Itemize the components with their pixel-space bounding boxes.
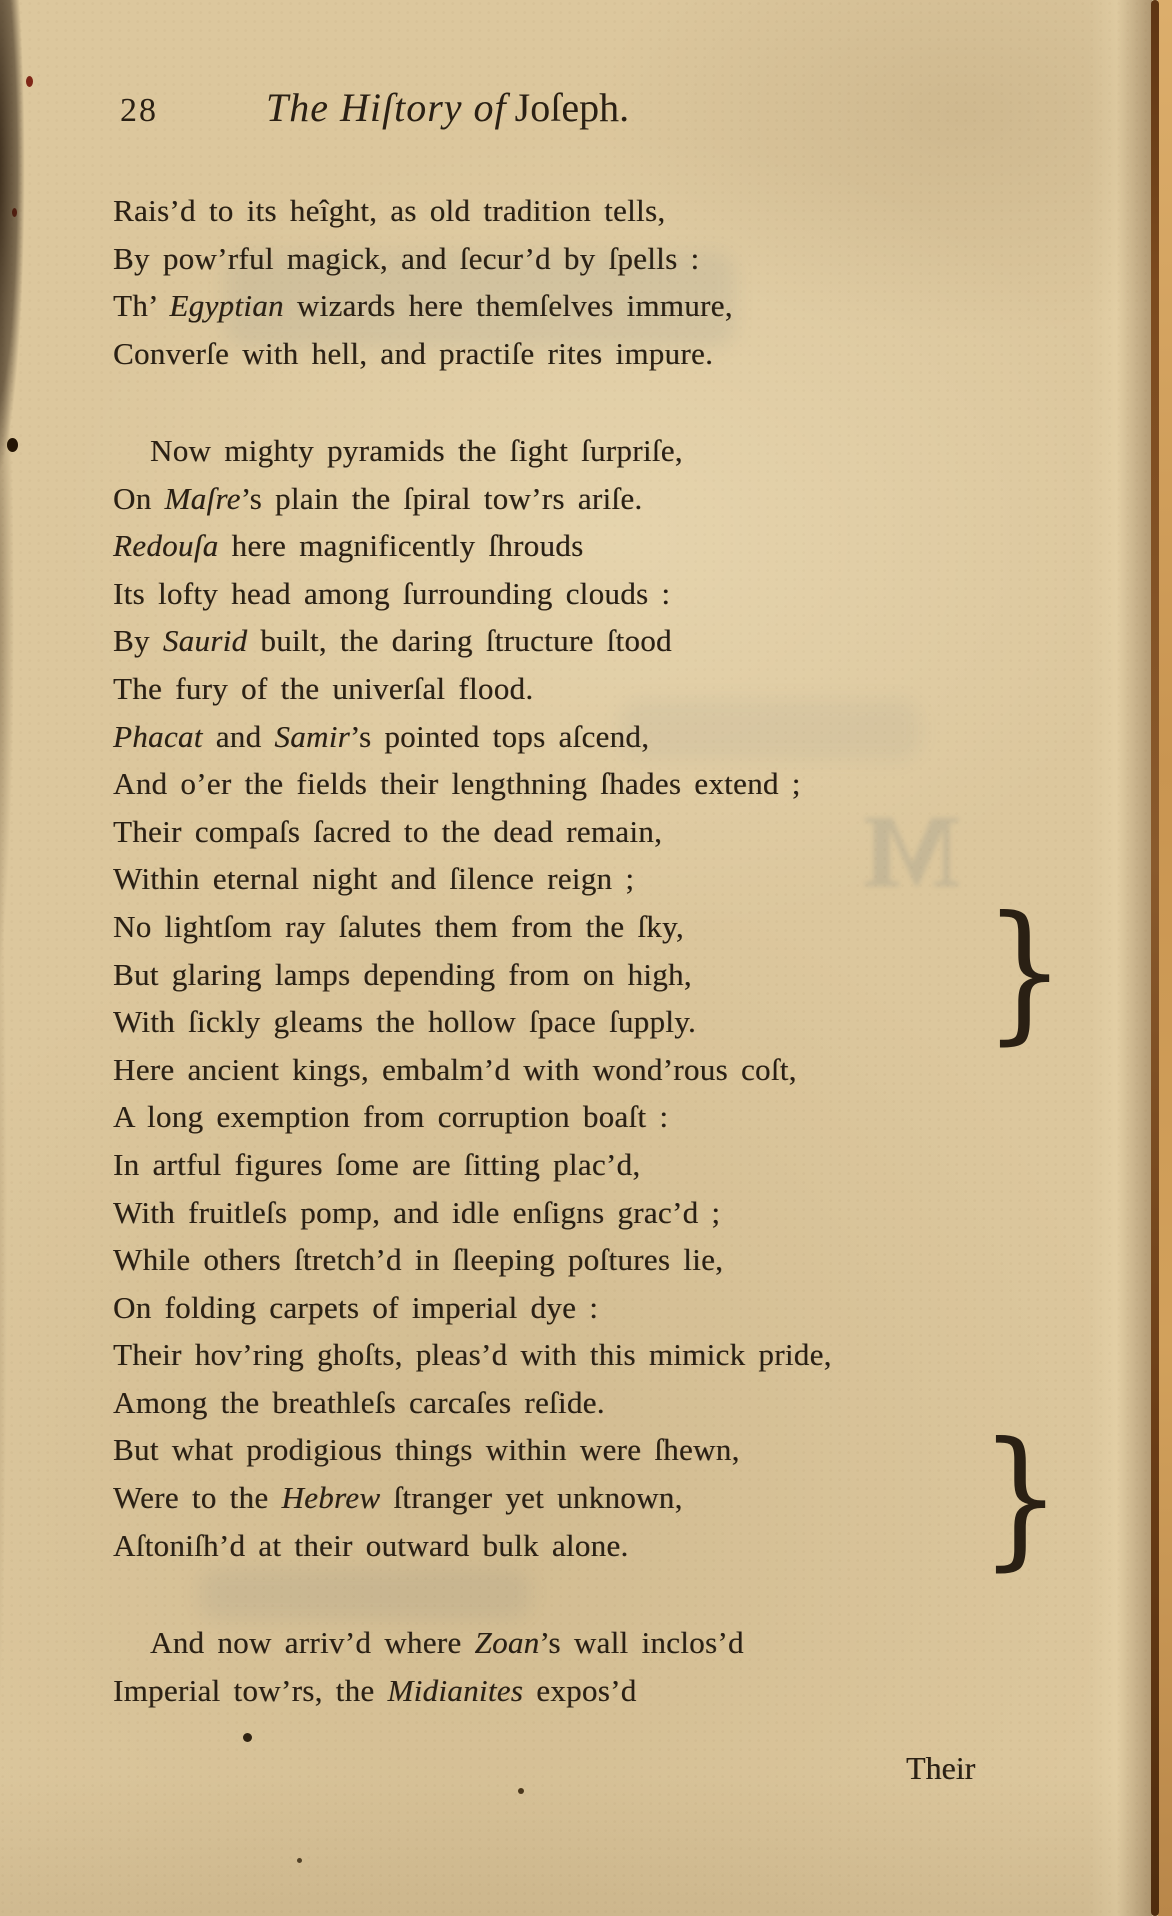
paper-speck bbox=[243, 1733, 252, 1742]
line-seg: Hebrew bbox=[281, 1480, 381, 1516]
line-seg: Here ancient kings, embalm’d with wond’rous coſt, bbox=[113, 1051, 797, 1087]
poem-line bbox=[113, 1331, 1093, 1379]
line-seg: Among the breathleſs carcaſes reſide. bbox=[113, 1384, 605, 1420]
line-seg: Its lofty head among ſurrounding clouds : bbox=[113, 575, 671, 611]
poem-line bbox=[113, 1667, 1093, 1715]
poem-line bbox=[113, 1236, 1093, 1284]
poem-line bbox=[113, 1379, 1093, 1427]
line-seg: Imperial tow’rs, the bbox=[113, 1672, 388, 1708]
line-seg: Converſe with hell, and practiſe rites impure. bbox=[113, 335, 714, 371]
poem-line bbox=[113, 998, 1093, 1046]
poem-line bbox=[113, 570, 1093, 618]
line-seg: In artful figures ſome are ſitting plac’d, bbox=[113, 1146, 641, 1182]
line-seg: Aſtoniſh’d at their outward bulk alone. bbox=[113, 1527, 629, 1563]
poem-line bbox=[113, 475, 1093, 523]
line-seg: ſtranger yet unknown, bbox=[380, 1480, 683, 1516]
triplet-rhyme-brace: } bbox=[980, 1411, 1062, 1585]
line-seg: By pow’rful magick, and ſecur’d by ſpells : bbox=[113, 240, 700, 276]
poem-line bbox=[113, 522, 1093, 570]
line-seg: No lightſom ray ſalutes them from the ſky, bbox=[113, 908, 684, 944]
poem-line bbox=[113, 1619, 1093, 1667]
line-seg: With fruitleſs pomp, and idle enſigns grac’d ; bbox=[113, 1194, 721, 1230]
line-seg: By bbox=[113, 623, 163, 659]
triplet-rhyme-brace: } bbox=[984, 885, 1066, 1059]
poem-line bbox=[113, 1284, 1093, 1332]
line-seg: But what prodigious things within were ſhewn, bbox=[113, 1432, 740, 1468]
bleed-through-letter: M bbox=[862, 794, 961, 909]
running-title-roman: Joſeph. bbox=[514, 85, 630, 130]
paper-speck bbox=[297, 1858, 302, 1863]
line-seg: ’s wall inclos’d bbox=[539, 1625, 744, 1660]
line-seg: Now mighty pyramids the ſight ſurpriſe, bbox=[150, 433, 683, 468]
line-seg: The fury of the univerſal flood. bbox=[113, 670, 534, 706]
paper-speck bbox=[12, 208, 17, 217]
line-seg: ’s plain the ſpiral tow’rs ariſe. bbox=[240, 480, 643, 516]
line-seg: Within eternal night and ſilence reign ; bbox=[113, 861, 635, 897]
catchword: Their bbox=[906, 1750, 976, 1786]
poem-line bbox=[113, 427, 1093, 475]
line-seg: On folding carpets of imperial dye : bbox=[113, 1289, 599, 1325]
poem-line bbox=[113, 1474, 1093, 1522]
line-seg: Rais’d to its heîght, as old tradition tells, bbox=[113, 193, 666, 228]
line-seg: A long exemption from corruption boaſt : bbox=[113, 1099, 669, 1135]
poem-line bbox=[113, 1522, 1093, 1570]
poem-line bbox=[113, 617, 1093, 665]
under-page-edge bbox=[1158, 0, 1172, 1916]
page-curl-shadow bbox=[1088, 0, 1152, 1916]
stanza-1 bbox=[113, 187, 1093, 377]
line-seg: While others ſtretch’d in ſleeping poſtures lie, bbox=[113, 1242, 724, 1278]
paper-speck bbox=[518, 1788, 524, 1794]
line-seg: Egyptian bbox=[169, 288, 284, 324]
poem-line bbox=[113, 808, 1093, 856]
poem-line bbox=[113, 235, 1093, 283]
page-header bbox=[0, 84, 1172, 144]
poem-line bbox=[113, 1046, 1093, 1094]
line-seg: But glaring lamps depending from on high, bbox=[113, 956, 692, 992]
line-seg: Maſre bbox=[164, 480, 241, 516]
line-seg: And o’er the fields their lengthning ſhades extend ; bbox=[113, 766, 801, 802]
stanza-3 bbox=[113, 1619, 1093, 1714]
poem-line bbox=[113, 855, 1093, 903]
book-spine-edge bbox=[0, 0, 80, 1916]
running-title bbox=[266, 84, 629, 131]
line-seg: ’s pointed tops aſcend, bbox=[350, 718, 650, 754]
poem-line bbox=[113, 187, 1093, 235]
line-seg: Redouſa bbox=[113, 528, 219, 564]
line-seg: With ſickly gleams the hollow ſpace ſupply. bbox=[113, 1004, 697, 1040]
poem-line bbox=[113, 282, 1093, 330]
line-seg: Th’ bbox=[113, 288, 170, 324]
stanza-2 bbox=[113, 427, 1093, 1569]
line-seg: Were to the bbox=[113, 1480, 282, 1516]
poem-line bbox=[113, 903, 1093, 951]
line-seg: built, the daring ſtructure ſtood bbox=[247, 623, 672, 659]
poem-line bbox=[113, 713, 1093, 761]
line-seg: On bbox=[113, 480, 165, 516]
line-seg: Samir bbox=[274, 718, 351, 754]
line-seg: here magnificently ſhrouds bbox=[218, 528, 584, 564]
poem-line bbox=[113, 1141, 1093, 1189]
line-seg: Their hov’ring ghoſts, pleas’d with this mimick pride, bbox=[113, 1337, 832, 1373]
page-edge-line bbox=[1151, 0, 1159, 1916]
line-seg: and bbox=[202, 718, 275, 754]
line-seg: Saurid bbox=[162, 623, 248, 659]
line-seg: And now arriv’d where bbox=[150, 1625, 475, 1660]
line-seg: Their compaſs ſacred to the dead remain, bbox=[113, 813, 663, 849]
line-seg: expos’d bbox=[523, 1672, 637, 1708]
line-seg: wizards here themſelves immure, bbox=[283, 288, 733, 324]
poem-line bbox=[113, 1189, 1093, 1237]
running-title-italic: The Hiſtory of bbox=[266, 85, 507, 130]
line-seg: Phacat bbox=[113, 718, 203, 754]
bleed-through-smudge bbox=[200, 1568, 530, 1620]
poem-line bbox=[113, 330, 1093, 378]
poem-line bbox=[113, 1426, 1093, 1474]
poem-line bbox=[113, 665, 1093, 713]
poem-line bbox=[113, 1093, 1093, 1141]
line-seg: Zoan bbox=[474, 1625, 540, 1660]
paper-speck bbox=[7, 438, 18, 452]
page-number: 28 bbox=[120, 92, 158, 129]
poem-line bbox=[113, 760, 1093, 808]
line-seg: Midianites bbox=[387, 1672, 524, 1708]
poem-line bbox=[113, 951, 1093, 999]
paper-speck bbox=[26, 76, 33, 87]
